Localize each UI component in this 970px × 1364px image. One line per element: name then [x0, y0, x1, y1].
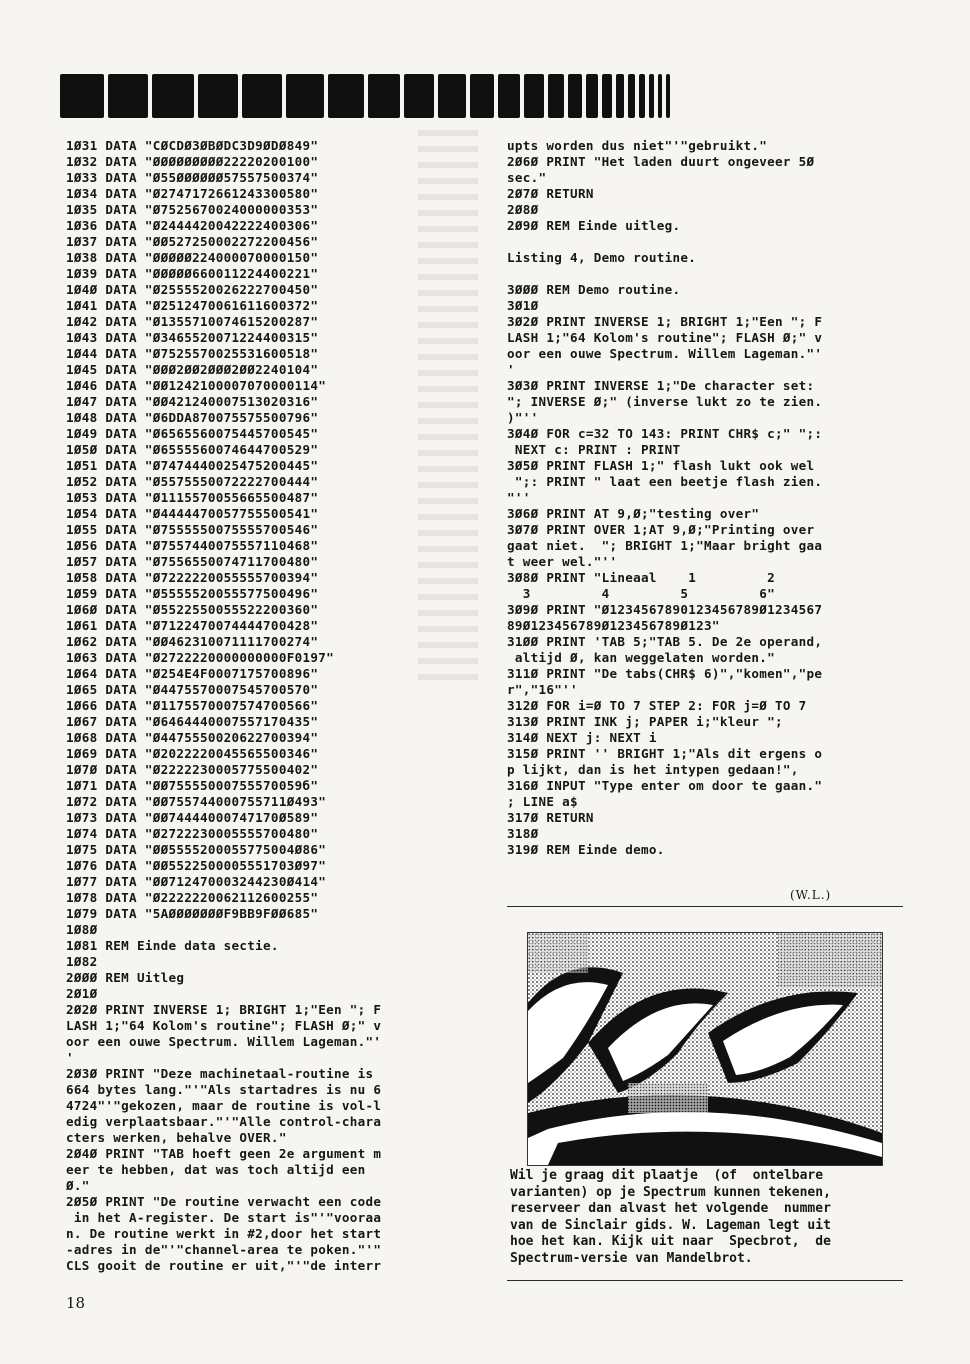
code-line: edig verplaatsbaar."'"Alle control-chara: [66, 1114, 382, 1129]
code-line: LASH 1;"64 Kolom's routine"; FLASH Ø;" v: [66, 1018, 382, 1033]
header-decorative-band: [60, 74, 670, 118]
code-line: n. De routine werkt in #2,door het start: [66, 1226, 382, 1241]
code-line: 317Ø RETURN: [507, 810, 594, 825]
header-block: [242, 74, 282, 118]
header-block: [198, 74, 238, 118]
code-line: 1Ø48 DATA "Ø6DDA870075575500796": [66, 410, 319, 425]
code-line: 1Ø66 DATA "Ø1175570007574700566": [66, 698, 319, 713]
code-line: 1Ø62 DATA "ØØ462310071111700274": [66, 634, 319, 649]
code-line: 2Ø4Ø PRINT "TAB hoeft geen 2e argument m: [66, 1146, 382, 1161]
caption-line: Wil je graag dit plaatje (of ontelbare: [510, 1168, 824, 1183]
code-line: ': [66, 1050, 74, 1065]
code-line: 1Ø39 DATA "ØØØØØ660011224400221": [66, 266, 319, 281]
code-line: 1Ø41 DATA "Ø2512470061611600372": [66, 298, 319, 313]
code-line: ': [507, 362, 515, 377]
code-line: 1Ø78 DATA "Ø2222220062112600255": [66, 890, 319, 905]
code-line: 3Ø5Ø PRINT FLASH 1;" flash lukt ook wel: [507, 458, 815, 473]
code-line: "; INVERSE Ø;" (inverse lukt zo te zien.: [507, 394, 823, 409]
caption-line: Spectrum-versie van Mandelbrot.: [510, 1250, 753, 1266]
code-line: 1Ø53 DATA "Ø1115570055665500487": [66, 490, 319, 505]
code-line: 1Ø45 DATA "ØØØ2ØØ2ØØØ2ØØ2240104": [66, 362, 319, 377]
code-line: 1Ø82: [66, 954, 98, 969]
code-line: oor een ouwe Spectrum. Willem Lageman."': [507, 346, 823, 361]
code-line: oor een ouwe Spectrum. Willem Lageman."': [66, 1034, 382, 1049]
code-line: 31ØØ PRINT 'TAB 5;"TAB 5. De 2e operand,: [507, 634, 823, 649]
code-line: 1Ø55 DATA "Ø7555550075555700546": [66, 522, 319, 537]
page-number: 18: [66, 1294, 86, 1312]
header-block: [628, 74, 635, 118]
code-line: NEXT c: PRINT : PRINT: [507, 442, 681, 457]
header-block: [639, 74, 645, 118]
code-line: 1Ø47 DATA "ØØ421240007513020316": [66, 394, 319, 409]
code-line: cters werken, behalve OVER.": [66, 1130, 287, 1145]
code-line: [507, 266, 907, 282]
header-block: [524, 74, 544, 118]
code-line: 2Ø9Ø REM Einde uitleg.: [507, 218, 681, 233]
code-line: 1Ø8Ø: [66, 922, 98, 937]
code-line: in het A-register. De start is"'"vooraa: [66, 1210, 382, 1225]
header-block: [286, 74, 324, 118]
code-line: 1Ø74 DATA "Ø2722230005555700480": [66, 826, 319, 841]
code-line: 313Ø PRINT INK j; PAPER i;"kleur ";: [507, 714, 783, 729]
code-line: 311Ø PRINT "De tabs(CHR$ 6)","komen","pe: [507, 666, 823, 681]
caption-line: hoe het kan. Kijk uit naar Specbrot, de: [510, 1234, 831, 1249]
code-line: 3Ø7Ø PRINT OVER 1;AT 9,Ø;"Printing over: [507, 522, 815, 537]
code-line: 1Ø31 DATA "CØCDØ3ØBØDC3D9ØDØ849": [66, 138, 319, 153]
code-line: 1Ø63 DATA "Ø2722220000000000F0197": [66, 650, 334, 665]
code-line: sec.": [507, 170, 547, 185]
header-block: [649, 74, 654, 118]
header-block: [666, 74, 670, 118]
code-line: 1Ø64 DATA "Ø254E4F0007175700896": [66, 666, 319, 681]
header-block: [498, 74, 520, 118]
header-block: [60, 74, 104, 118]
code-line: 2Ø2Ø PRINT INVERSE 1; BRIGHT 1;"Een "; F: [66, 1002, 382, 1017]
code-line: 3Ø9Ø PRINT "Ø1234567890123456789Ø1234567: [507, 602, 823, 617]
header-block: [152, 74, 194, 118]
header-block: [602, 74, 612, 118]
code-line: 2Ø3Ø PRINT "Deze machinetaal-routine is: [66, 1066, 374, 1081]
code-line: LASH 1;"64 Kolom's routine"; FLASH Ø;" v: [507, 330, 823, 345]
code-line: 319Ø REM Einde demo.: [507, 842, 665, 857]
code-line: 1Ø57 DATA "Ø7556550074711700480": [66, 554, 319, 569]
header-block: [470, 74, 494, 118]
code-line: 1Ø4Ø DATA "Ø2555520026222700450": [66, 282, 319, 297]
code-line: 1Ø33 DATA "Ø55ØØØØØØ57557500374": [66, 170, 319, 185]
header-block: [108, 74, 148, 118]
code-line: 3Ø1Ø: [507, 298, 539, 313]
code-line: 1Ø58 DATA "Ø7222220055555700394": [66, 570, 319, 585]
listing-left-column: [66, 138, 462, 1274]
code-line: -adres in de"'"channel-area te poken."'": [66, 1242, 382, 1257]
code-line: 1Ø34 DATA "Ø2747172661243300580": [66, 186, 319, 201]
code-line: 3ØØØ REM Demo routine.: [507, 282, 681, 297]
code-line: 1Ø5Ø DATA "Ø6555560074644700529": [66, 442, 319, 457]
header-block: [586, 74, 598, 118]
mandelbrot-illustration: [527, 932, 883, 1166]
code-line: 1Ø42 DATA "Ø1355710074615200287": [66, 314, 319, 329]
code-line: 1Ø6Ø DATA "Ø5522550055522200360": [66, 602, 319, 617]
code-line: 2Ø1Ø: [66, 986, 98, 1001]
code-line: ";: PRINT " laat een beetje flash zien.: [507, 474, 823, 489]
code-line: Ø.": [66, 1178, 90, 1193]
code-line: 315Ø PRINT '' BRIGHT 1;"Als dit ergens o: [507, 746, 823, 761]
code-line: 1Ø52 DATA "Ø5575550072222700444": [66, 474, 319, 489]
code-line: 1Ø35 DATA "Ø7525670024000000353": [66, 202, 319, 217]
code-line: 318Ø: [507, 826, 539, 841]
code-line: 3Ø8Ø PRINT "Lineaal 1 2: [507, 570, 775, 585]
code-line: 1Ø72 DATA "ØØ755744000755711Ø493": [66, 794, 327, 809]
code-line: altijd Ø, kan weggelaten worden.": [507, 650, 775, 665]
header-block: [328, 74, 364, 118]
code-line: 1Ø81 REM Einde data sectie.: [66, 938, 279, 953]
header-block: [368, 74, 400, 118]
code-line: 3Ø4Ø FOR c=32 TO 143: PRINT CHR$ c;" ";:: [507, 426, 823, 441]
code-line: 1Ø59 DATA "Ø5555520055577500496": [66, 586, 319, 601]
code-line: 3Ø6Ø PRINT AT 9,Ø;"testing over": [507, 506, 760, 521]
code-line: 2Ø6Ø PRINT "Het laden duurt ongeveer 5Ø: [507, 154, 815, 169]
caption-line: van de Sinclair gids. W. Lageman legt uit: [510, 1217, 831, 1233]
code-line: 1Ø65 DATA "Ø4475570007545700570": [66, 682, 319, 697]
code-line: upts worden dus niet"'"gebruikt.": [507, 138, 768, 153]
code-line: t weer wel."'': [507, 554, 618, 569]
rule-above-image: [507, 906, 903, 907]
code-line: 2Ø7Ø RETURN: [507, 186, 594, 201]
code-line: 1Ø37 DATA "ØØ527250002272200456": [66, 234, 319, 249]
code-line: 1Ø75 DATA "ØØ5555200055775004Ø86": [66, 842, 327, 857]
code-line: 1Ø79 DATA "5AØØØØØØØF9BB9FØØ685": [66, 906, 319, 921]
code-line: 1Ø56 DATA "Ø7557440075557110468": [66, 538, 319, 553]
code-line: Listing 4, Demo routine.: [507, 250, 697, 265]
code-line: 89Ø123456789Ø123456789Ø123": [507, 618, 720, 633]
code-line: 2Ø8Ø: [507, 202, 539, 217]
code-line: 1Ø73 DATA "ØØ74444000747170Ø589": [66, 810, 319, 825]
code-line: 1Ø38 DATA "ØØØØØ224000070000150": [66, 250, 319, 265]
rule-below-caption: [507, 1280, 903, 1281]
code-line: 1Ø49 DATA "Ø6565560075445700545": [66, 426, 319, 441]
code-line: gaat niet. "; BRIGHT 1;"Maar bright gaa: [507, 538, 823, 553]
code-line: )"'': [507, 410, 539, 425]
code-line: 664 bytes lang."'"Als startadres is nu 6: [66, 1082, 382, 1097]
caption-line: varianten) op je Spectrum kunnen tekenen,: [510, 1184, 831, 1200]
code-line: 2ØØØ REM Uitleg: [66, 970, 185, 985]
header-block: [658, 74, 662, 118]
code-line: ; LINE a$: [507, 794, 578, 809]
fractal-image: [528, 933, 882, 1165]
code-line: 4724"'"gekozen, maar de routine is vol-l: [66, 1098, 382, 1113]
header-block: [404, 74, 434, 118]
code-line: 1Ø77 DATA "ØØ712470003244230Ø414": [66, 874, 327, 889]
code-line: "'': [507, 490, 531, 505]
code-line: 316Ø INPUT "Type enter om door te gaan.": [507, 778, 823, 793]
code-line: 1Ø44 DATA "Ø7525570025531600518": [66, 346, 319, 361]
code-line: eer te hebben, dat was toch altijd een: [66, 1162, 366, 1177]
code-line: 1Ø46 DATA "ØØ1242100007070000114": [66, 378, 327, 393]
header-block: [616, 74, 624, 118]
code-line: 2Ø5Ø PRINT "De routine verwacht een code: [66, 1194, 382, 1209]
code-line: r","16"'': [507, 682, 578, 697]
code-line: 1Ø67 DATA "Ø6464440007557170435": [66, 714, 319, 729]
code-line: 312Ø FOR i=Ø TO 7 STEP 2: FOR j=Ø TO 7: [507, 698, 807, 713]
code-line: 1Ø32 DATA "ØØØØØØØØØ22220200100": [66, 154, 319, 169]
code-line: CLS gooit de routine er uit,"'"de interr: [66, 1258, 382, 1273]
image-caption: [510, 1168, 906, 1267]
code-line: 1Ø54 DATA "Ø4444470057755500541": [66, 506, 319, 521]
header-block: [548, 74, 564, 118]
code-line: p lijkt, dan is het intypen gedaan!",: [507, 762, 799, 777]
code-line: 1Ø61 DATA "Ø7122470074444700428": [66, 618, 319, 633]
author-signature: (W.L.): [790, 888, 832, 902]
code-line: 1Ø36 DATA "Ø2444420042222400306": [66, 218, 319, 233]
code-line: 3Ø2Ø PRINT INVERSE 1; BRIGHT 1;"Een "; F: [507, 314, 823, 329]
code-line: 1Ø51 DATA "Ø7474440025475200445": [66, 458, 319, 473]
code-line: 3 4 5 6": [507, 586, 775, 601]
listing-right-column: [507, 138, 907, 858]
code-line: 1Ø68 DATA "Ø4475550020622700394": [66, 730, 319, 745]
code-line: [507, 234, 907, 250]
code-line: 1Ø7Ø DATA "Ø2222230005775500402": [66, 762, 319, 777]
code-line: 1Ø43 DATA "Ø3465520071224400315": [66, 330, 319, 345]
code-line: 3Ø3Ø PRINT INVERSE 1;"De character set:: [507, 378, 815, 393]
code-line: 1Ø69 DATA "Ø2022220045565500346": [66, 746, 319, 761]
header-block: [438, 74, 466, 118]
code-line: 1Ø76 DATA "ØØ5522500005551703Ø97": [66, 858, 327, 873]
code-line: 1Ø71 DATA "ØØ75555000755570059б": [66, 778, 319, 793]
caption-line: reserveer dan alvast het volgende nummer: [510, 1201, 831, 1216]
header-block: [568, 74, 582, 118]
code-line: 314Ø NEXT j: NEXT i: [507, 730, 657, 745]
